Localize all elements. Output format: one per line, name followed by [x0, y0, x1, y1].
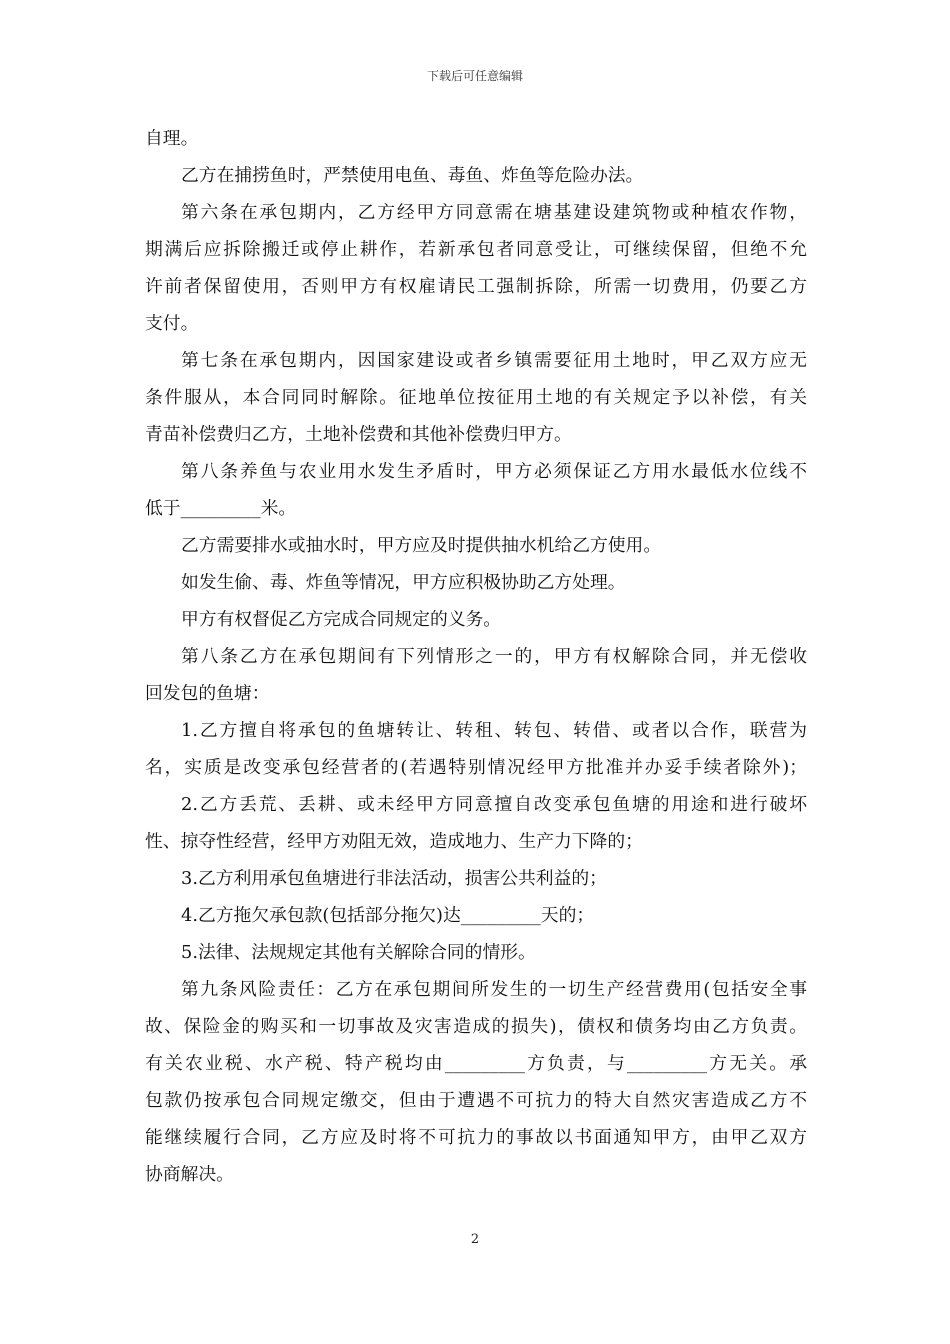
text-line: 乙方在捕捞鱼时，严禁使用电鱼、毒鱼、炸鱼等危险办法。 — [181, 165, 644, 186]
text-line: 自理。 — [145, 128, 199, 149]
text-line: 协商解决。 — [145, 1164, 234, 1185]
text-line: 故、保险金的购买和一切事故及灾害造成的损失)，债权和债务均由乙方负责。 — [145, 1016, 807, 1037]
text-line: 名，实质是改变承包经营者的(若遇特别情况经甲方批准并办妥手续者除外)； — [145, 757, 807, 778]
text-line: 第八条乙方在承包期间有下列情形之一的，甲方有权解除合同，并无偿收 — [181, 646, 807, 667]
text-line: 能继续履行合同，乙方应及时将不可抗力的事故以书面通知甲方，由甲乙双方 — [145, 1127, 807, 1148]
text-line: 5.法律、法规规定其他有关解除合同的情形。 — [181, 942, 536, 963]
page-number: 2 — [470, 1232, 480, 1247]
text-line: 条件服从，本合同同时解除。征地单位按征用土地的有关规定予以补偿，有关 — [145, 387, 807, 408]
text-line: 回发包的鱼塘： — [145, 683, 270, 704]
text-line: 包款仍按承包合同规定缴交，但由于遭遇不可抗力的特大自然灾害造成乙方不 — [145, 1090, 807, 1111]
text-line: 许前者保留使用，否则甲方有权雇请民工强制拆除，所需一切费用，仍要乙方 — [145, 276, 807, 297]
text-line: 有关农业税、水产税、特产税均由_________方负责，与_________方无关。承 — [145, 1053, 807, 1074]
text-line: 青苗补偿费归乙方，土地补偿费和其他补偿费归甲方。 — [145, 424, 572, 445]
text-line: 期满后应拆除搬迁或停止耕作，若新承包者同意受让，可继续保留，但绝不允 — [145, 239, 807, 260]
text-line: 支付。 — [145, 313, 199, 334]
document-body — [145, 120, 807, 1193]
text-line: 第八条养鱼与农业用水发生矛盾时，甲方必须保证乙方用水最低水位线不 — [181, 461, 807, 482]
text-line: 低于_________米。 — [145, 498, 297, 519]
text-line: 3.乙方利用承包鱼塘进行非法活动，损害公共利益的； — [181, 868, 607, 889]
text-line: 1.乙方擅自将承包的鱼塘转让、转租、转包、转借、或者以合作，联营为 — [181, 720, 807, 741]
text-line: 第九条风险责任：乙方在承包期间所发生的一切生产经营费用(包括安全事 — [181, 979, 807, 1000]
page-header: 下载后可任意编辑 — [426, 69, 523, 83]
text-line: 2.乙方丢荒、丢耕、或未经甲方同意擅自改变承包鱼塘的用途和进行破坏 — [181, 794, 807, 815]
text-line: 4.乙方拖欠承包款(包括部分拖欠)达_________天的； — [181, 905, 595, 926]
text-line: 甲方有权督促乙方完成合同规定的义务。 — [181, 609, 502, 630]
text-line: 性、掠夺性经营，经甲方劝阻无效，造成地力、生产力下降的； — [145, 831, 643, 852]
text-line: 第六条在承包期内，乙方经甲方同意需在塘基建设建筑物或种植农作物， — [181, 202, 807, 223]
text-line: 乙方需要排水或抽水时，甲方应及时提供抽水机给乙方使用。 — [181, 535, 662, 556]
text-line: 第七条在承包期内，因国家建设或者乡镇需要征用土地时，甲乙双方应无 — [181, 350, 807, 371]
text-line: 如发生偷、毒、炸鱼等情况，甲方应积极协助乙方处理。 — [181, 572, 626, 593]
